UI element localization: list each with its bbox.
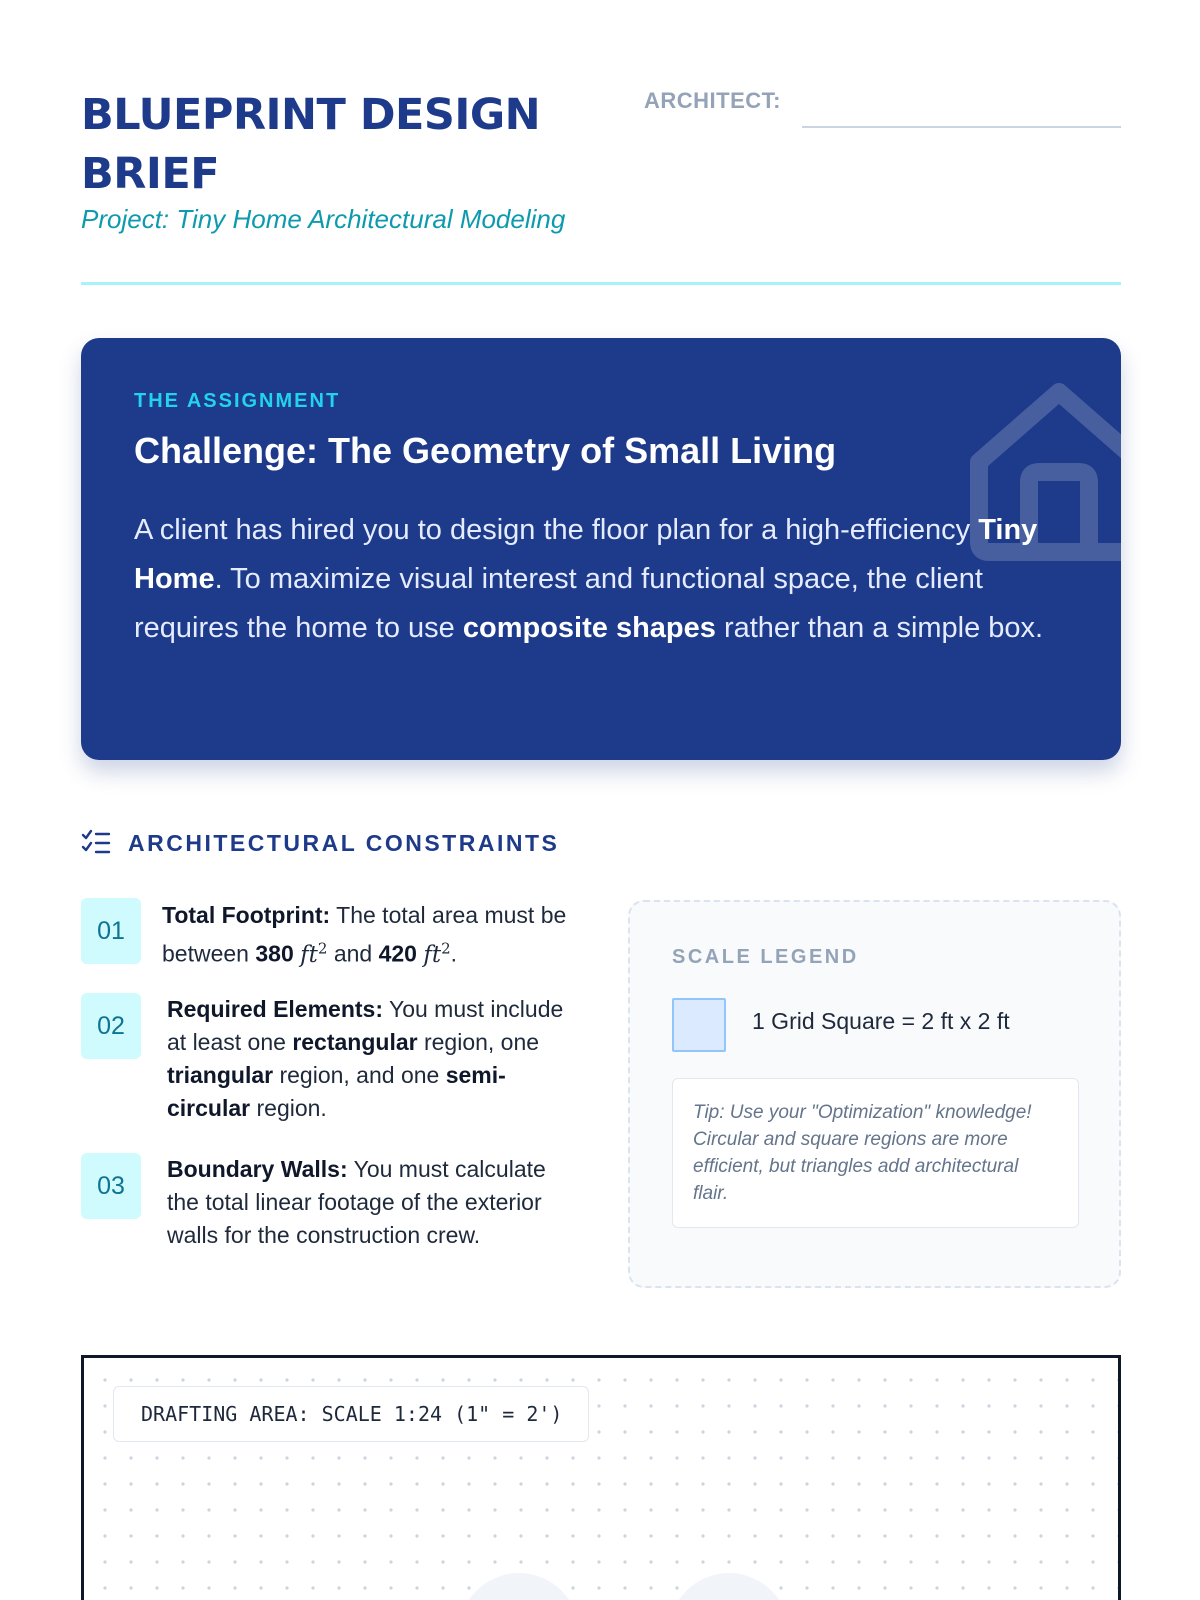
checklist-icon — [81, 828, 111, 858]
legend-scale-text: 1 Grid Square = 2 ft x 2 ft — [752, 1008, 1010, 1034]
assignment-card — [81, 338, 1121, 760]
composite-shapes-emphasis: composite shapes — [462, 612, 716, 644]
project-subtitle: Project: Tiny Home Architectural Modeling — [81, 204, 566, 234]
grid-square-swatch — [672, 998, 726, 1052]
scale-legend — [628, 900, 1121, 1288]
drafting-area-label: DRAFTING AREA: SCALE 1:24 (1" = 2') — [113, 1386, 589, 1442]
constraints-title: ARCHITECTURAL CONSTRAINTS — [128, 830, 560, 856]
challenge-description: A client has hired you to design the floor plan for a high-efficiency Tiny Home. To maximize visual interest and functional space, the client requires the home to use composite shapes rather than a simple box. — [134, 514, 1044, 644]
tiny-home-emphasis: Tiny Home — [134, 514, 1038, 595]
constraint-number: 02 — [81, 993, 141, 1059]
constraint-required-elements: Required Elements: You must include at least one rectangular region, one triangular region, and one semi-circular region. — [167, 996, 564, 1121]
optimization-tip: Tip: Use your "Optimization" knowledge! Circular and square regions are more efficient, but triangles add architectural flair. — [672, 1078, 1079, 1228]
architect-field[interactable] — [644, 88, 1121, 124]
constraint-number: 03 — [81, 1153, 141, 1219]
faded-shape — [669, 1573, 789, 1600]
constraint-total-footprint: Total Footprint: The total area must be between 380 $ft^2$ and 420 $ft^2$. — [162, 902, 567, 968]
page-header — [81, 80, 1121, 285]
constraint-boundary-walls: Boundary Walls: You must calculate the total linear footage of the exterior walls for the construction crew. — [167, 1156, 546, 1248]
constraint-number: 01 — [81, 898, 141, 964]
architect-name-line[interactable] — [802, 126, 1121, 128]
faded-shape — [459, 1573, 579, 1600]
architect-label: ARCHITECT: — [644, 88, 781, 113]
drafting-area[interactable] — [81, 1355, 1121, 1600]
page-title: BLUEPRINT DESIGN BRIEF — [81, 90, 541, 199]
assignment-kicker: THE ASSIGNMENT — [134, 390, 341, 412]
legend-title: SCALE LEGEND — [672, 946, 859, 968]
challenge-title: Challenge: The Geometry of Small Living — [134, 430, 837, 471]
